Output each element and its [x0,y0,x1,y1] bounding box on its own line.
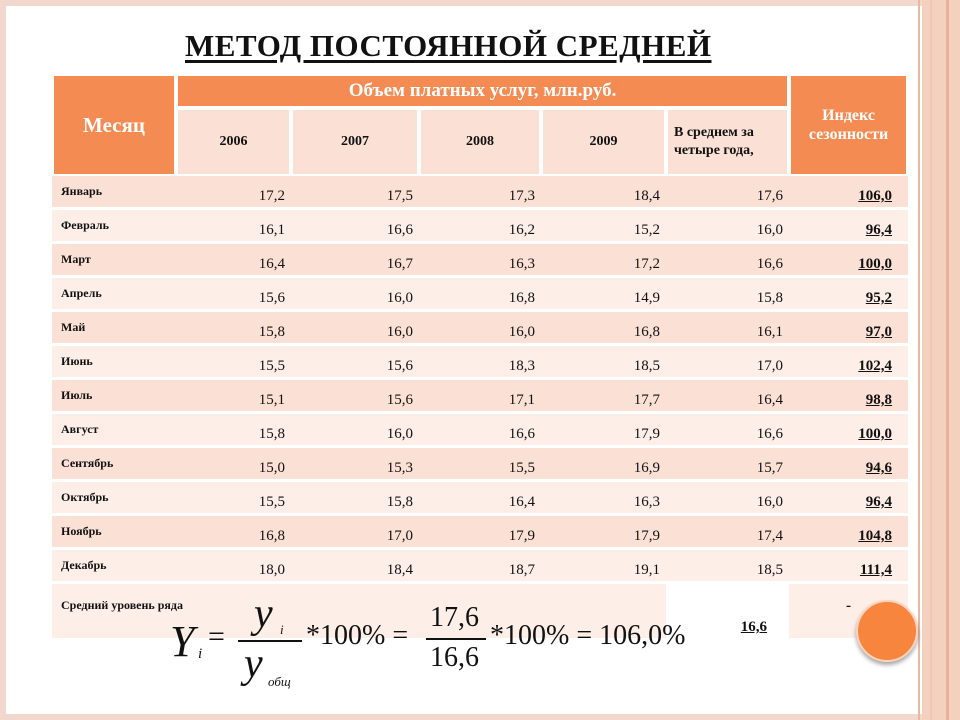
year-value-cell: 15,5 [419,448,541,482]
year-value-cell: 18,4 [291,550,419,584]
header-month: Месяц [52,74,176,176]
year-value-cell: 16,0 [419,312,541,346]
table-row [52,380,908,414]
seasonality-index-cell: 100,0 [789,414,908,448]
subheader-year: 2007 [291,108,419,176]
year-value-cell: 17,9 [541,414,666,448]
formula-numerator-subscript: i [280,622,284,637]
seasonality-table [52,74,908,638]
year-value-cell: 19,1 [541,550,666,584]
average-value-cell: 15,7 [666,448,789,482]
year-value-cell: 16,8 [419,278,541,312]
seasonality-index-cell: 106,0 [789,176,908,210]
average-value-cell: 17,4 [666,516,789,550]
year-value-cell: 17,0 [291,516,419,550]
average-value-cell: 16,0 [666,210,789,244]
slide-frame-top [0,0,960,6]
table-row [52,448,908,482]
seasonality-index-cell: 102,4 [789,346,908,380]
month-cell: Август [52,414,176,448]
side-decor-line [930,0,932,720]
month-cell: Июль [52,380,176,414]
table-row [52,210,908,244]
month-cell: Сентябрь [52,448,176,482]
table-row [52,278,908,312]
subheader-year: 2006 [176,108,291,176]
formula-value-denominator: 16,6 [430,642,479,673]
formula-denominator: y [244,641,263,687]
formula-value-fraction-bar [426,638,486,640]
slide-title: МЕТОД ПОСТОЯННОЙ СРЕДНЕЙ [185,28,712,63]
average-value-cell: 17,0 [666,346,789,380]
formula-times-100-first: *100% = [306,620,409,651]
year-value-cell: 15,1 [176,380,291,414]
formula-equals: = [208,620,225,653]
year-value-cell: 17,2 [541,244,666,278]
average-value-cell: 16,6 [666,244,789,278]
average-value-cell: 16,0 [666,482,789,516]
year-value-cell: 17,3 [419,176,541,210]
year-value-cell: 18,3 [419,346,541,380]
year-value-cell: 15,8 [176,414,291,448]
header-volume: Объем платных услуг, млн.руб. [176,74,789,108]
year-value-cell: 16,6 [291,210,419,244]
average-value-cell: 18,5 [666,550,789,584]
average-value-cell: 16,6 [666,414,789,448]
slide-frame-left [0,0,6,720]
subheader-year: 2009 [541,108,666,176]
table-row [52,176,908,210]
formula-lhs: Y [170,617,195,666]
formula-value-numerator: 17,6 [430,602,479,633]
average-value-cell: 17,6 [666,176,789,210]
year-value-cell: 15,8 [291,482,419,516]
year-value-cell: 16,3 [419,244,541,278]
year-value-cell: 15,5 [176,346,291,380]
year-value-cell: 14,9 [541,278,666,312]
year-value-cell: 17,7 [541,380,666,414]
formula-numerator: y [254,591,273,637]
year-value-cell: 15,0 [176,448,291,482]
table-row [52,516,908,550]
year-value-cell: 17,9 [419,516,541,550]
seasonality-index-cell: 98,8 [789,380,908,414]
average-level-value: 16,6 [666,584,789,638]
year-value-cell: 18,7 [419,550,541,584]
month-cell: Декабрь [52,550,176,584]
year-value-cell: 16,7 [291,244,419,278]
table-row [52,414,908,448]
year-value-cell: 17,5 [291,176,419,210]
year-value-cell: 17,1 [419,380,541,414]
month-cell: Май [52,312,176,346]
formula-lhs-subscript: i [198,646,203,662]
formula-result: *100% = 106,0% [490,620,686,651]
table-row [52,482,908,516]
month-cell: Март [52,244,176,278]
month-cell: Январь [52,176,176,210]
year-value-cell: 16,3 [541,482,666,516]
side-decor-line [946,0,949,720]
average-value-cell: 16,1 [666,312,789,346]
side-decor-line [918,0,920,720]
seasonality-index-cell: 96,4 [789,210,908,244]
decorative-orange-circle [856,600,918,662]
table-row [52,244,908,278]
seasonality-index-cell: 96,4 [789,482,908,516]
year-value-cell: 17,2 [176,176,291,210]
year-value-cell: 15,2 [541,210,666,244]
table-row [52,346,908,380]
seasonality-formula [168,591,728,704]
slide-frame-bottom [0,714,960,720]
side-decor-bar [922,0,960,720]
year-value-cell: 15,8 [176,312,291,346]
average-level-label: Средний уровень ряда [52,584,666,638]
year-value-cell: 15,5 [176,482,291,516]
year-value-cell: 15,6 [291,346,419,380]
year-value-cell: 16,8 [176,516,291,550]
year-value-cell: 16,0 [291,312,419,346]
average-value-cell: 15,8 [666,278,789,312]
seasonality-index-cell: 94,6 [789,448,908,482]
year-value-cell: 15,6 [291,380,419,414]
year-value-cell: 16,9 [541,448,666,482]
average-level-index: - [789,584,908,638]
year-value-cell: 16,0 [291,414,419,448]
seasonality-index-cell: 97,0 [789,312,908,346]
year-value-cell: 16,0 [291,278,419,312]
month-cell: Апрель [52,278,176,312]
year-value-cell: 18,5 [541,346,666,380]
year-value-cell: 16,6 [419,414,541,448]
table-body [52,176,908,584]
year-value-cell: 16,4 [176,244,291,278]
seasonality-index-cell: 95,2 [789,278,908,312]
average-value-cell: 16,4 [666,380,789,414]
month-cell: Июнь [52,346,176,380]
year-value-cell: 15,6 [176,278,291,312]
year-value-cell: 18,0 [176,550,291,584]
table-row [52,312,908,346]
year-value-cell: 15,3 [291,448,419,482]
formula-denominator-subscript: общ [268,674,291,689]
header-seasonality-index: Индекс сезонности [789,74,908,176]
year-value-cell: 17,9 [541,516,666,550]
seasonality-index-cell: 100,0 [789,244,908,278]
month-cell: Ноябрь [52,516,176,550]
subheader-year: 2008 [419,108,541,176]
year-value-cell: 16,2 [419,210,541,244]
table-row [52,550,908,584]
seasonality-index-cell: 111,4 [789,550,908,584]
year-value-cell: 16,4 [419,482,541,516]
month-cell: Октябрь [52,482,176,516]
subheader-four-year-average: В среднем за четыре года, [666,108,789,176]
year-value-cell: 16,8 [541,312,666,346]
year-value-cell: 18,4 [541,176,666,210]
month-cell: Февраль [52,210,176,244]
seasonality-index-cell: 104,8 [789,516,908,550]
year-value-cell: 16,1 [176,210,291,244]
